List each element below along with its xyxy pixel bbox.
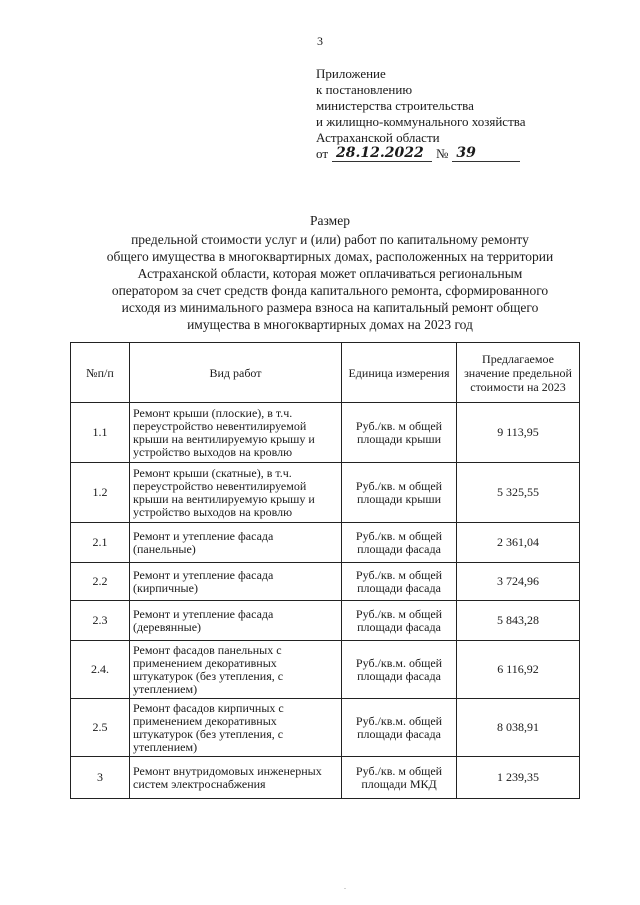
row-work: Ремонт и утепление фасада (деревянные) [130,601,342,641]
row-value: 1 239,35 [457,757,580,799]
row-work: Ремонт внутридомовых инженерных систем электроснабжения [130,757,342,799]
document-title [60,212,600,333]
appendix-block [316,66,526,162]
row-work: Ремонт фасадов кирпичных с применением декоративных штукатурок (без утепления, с утеплением) [130,699,342,757]
row-unit: Руб./кв. м общей площади фасада [342,563,457,601]
decree-reference [316,146,526,162]
table-row [71,601,580,641]
title-line: оператором за счет средств фонда капитального ремонта, сформированного [111,283,549,298]
row-value: 2 361,04 [457,523,580,563]
appendix-line: и жилищно-коммунального хозяйства [316,114,526,129]
table-row [71,463,580,523]
handwritten-date: 28.12.2022 [332,146,432,162]
title-line: Астраханской области, которая может оплачиваться региональным [137,266,523,281]
row-number: 2.1 [71,523,130,563]
number-label: № [436,146,449,161]
appendix-line: Астраханской области [316,130,440,145]
row-value: 6 116,92 [457,641,580,699]
table-row [71,403,580,463]
page-number: 3 [317,34,323,48]
row-work: Ремонт и утепление фасада (панельные) [130,523,342,563]
table-row [71,563,580,601]
table-row [71,699,580,757]
appendix-line: министерства строительства [316,98,474,113]
row-work: Ремонт крыши (скатные), в т.ч. переустройство невентилируемой крыши на вентилируемую крышу и устройство выходов на кровлю [130,463,342,523]
table-row [71,641,580,699]
table-row [71,757,580,799]
row-unit: Руб./кв. м общей площади крыши [342,463,457,523]
row-number: 2.5 [71,699,130,757]
row-unit: Руб./кв. м общей площади МКД [342,757,457,799]
title-line: предельной стоимости услуг и (или) работ по капитальному ремонту [131,232,529,247]
row-unit: Руб./кв. м общей площади фасада [342,523,457,563]
title-heading: Размер [310,213,350,228]
header-number: №п/п [71,343,130,403]
header-value: Предлагаемое значение предельной стоимости на 2023 [457,343,580,403]
row-number: 1.2 [71,463,130,523]
row-unit: Руб./кв. м общей площади крыши [342,403,457,463]
row-value: 3 724,96 [457,563,580,601]
row-work: Ремонт фасадов панельных с применением декоративных штукатурок (без утепления, с утеплением) [130,641,342,699]
appendix-line: к постановлению [316,82,413,97]
title-line: имущества в многоквартирных домах на 2023 год [187,317,473,332]
header-work-type: Вид работ [130,343,342,403]
row-work: Ремонт крыши (плоские), в т.ч. переустройство невентилируемой крыши на вентилируемую крышу и устройство выходов на кровлю [130,403,342,463]
row-value: 5 843,28 [457,601,580,641]
row-value: 9 113,95 [457,403,580,463]
row-number: 3 [71,757,130,799]
row-unit: Руб./кв.м. общей площади фасада [342,641,457,699]
row-number: 2.3 [71,601,130,641]
handwritten-number: 39 [452,146,520,162]
price-table [70,342,580,799]
row-number: 2.2 [71,563,130,601]
scan-artifact: . [344,882,346,891]
row-unit: Руб./кв.м. общей площади фасада [342,699,457,757]
header-unit: Единица измерения [342,343,457,403]
title-line: общего имущества в многоквартирных домах, расположенных на территории [106,249,554,264]
table-row [71,523,580,563]
row-number: 1.1 [71,403,130,463]
row-value: 5 325,55 [457,463,580,523]
title-line: исходя из минимального размера взноса на капитальный ремонт общего [121,300,539,315]
appendix-line: Приложение [316,66,386,81]
table-header-row [71,343,580,403]
row-number: 2.4. [71,641,130,699]
row-work: Ремонт и утепление фасада (кирпичные) [130,563,342,601]
row-value: 8 038,91 [457,699,580,757]
from-label: от [316,146,329,161]
row-unit: Руб./кв. м общей площади фасада [342,601,457,641]
